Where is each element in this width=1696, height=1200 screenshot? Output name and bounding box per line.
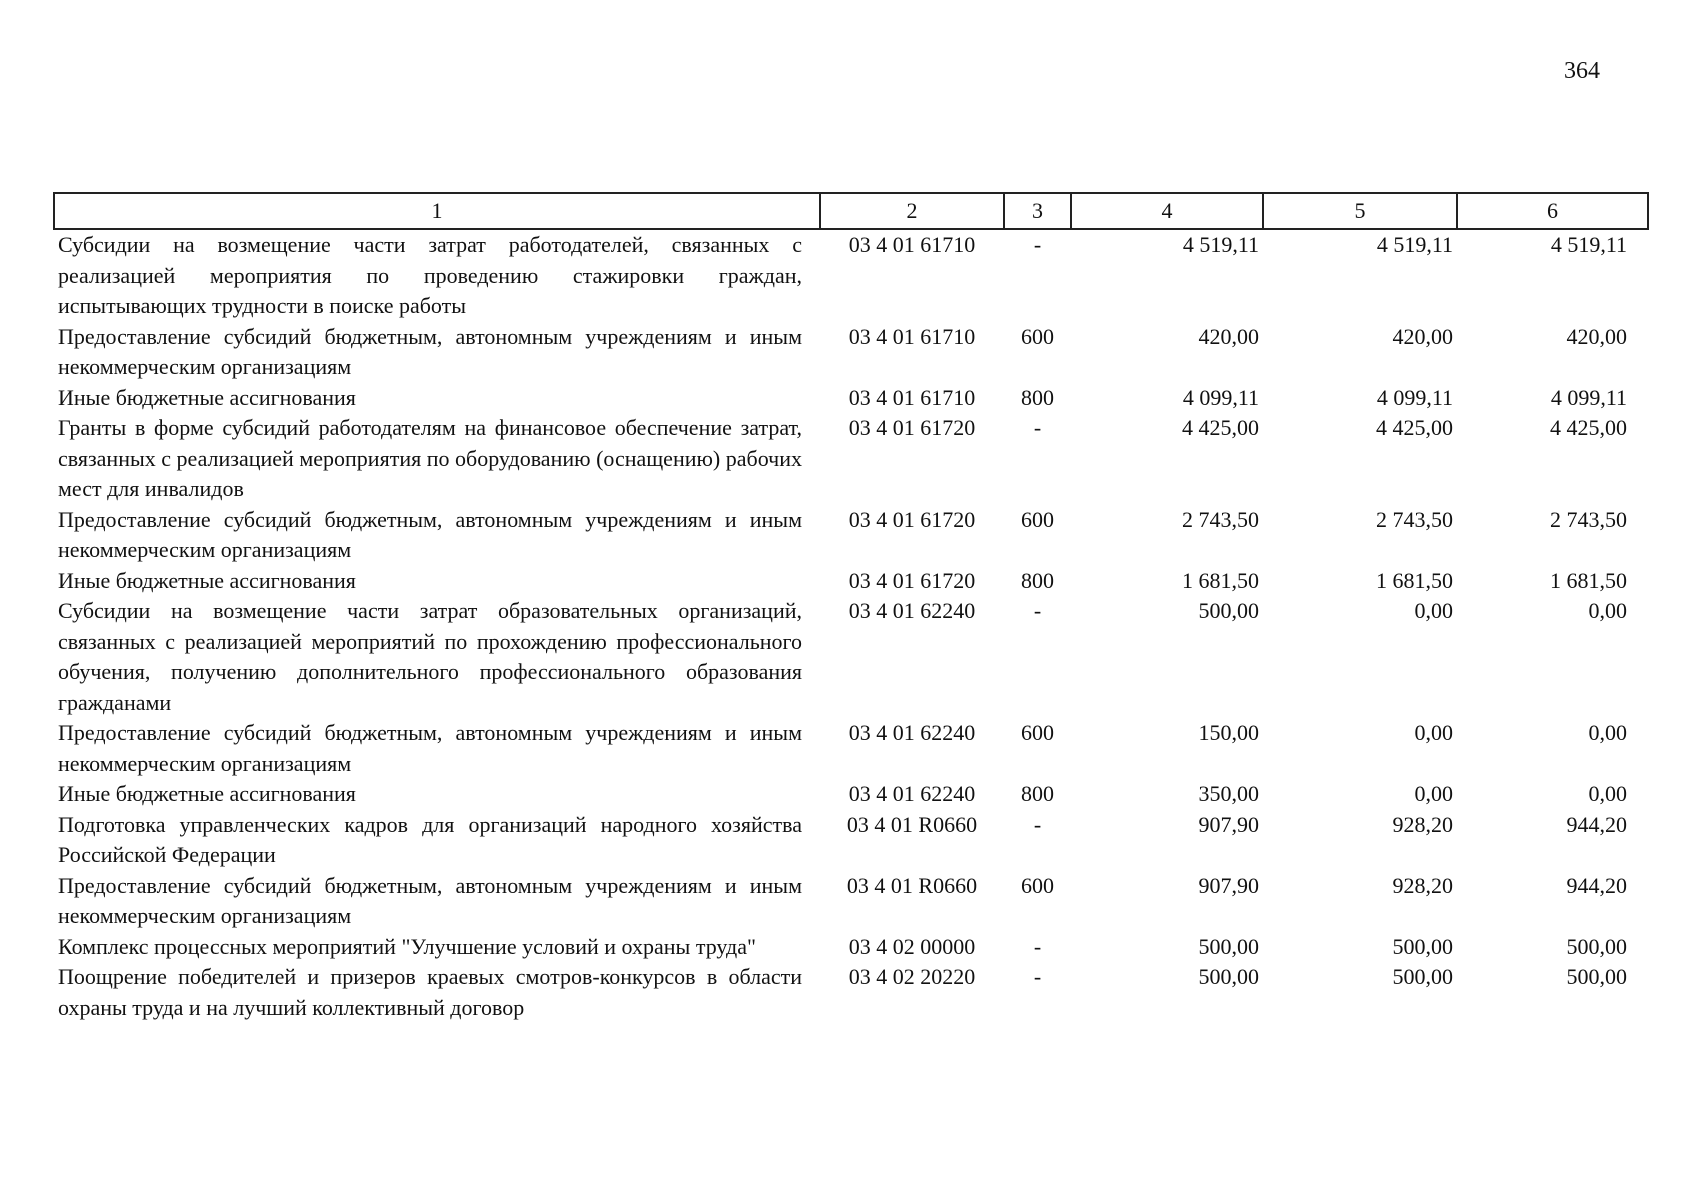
row-value-5: 420,00 <box>1392 323 1453 349</box>
row-code: 03 4 02 20220 <box>848 964 976 989</box>
row-code: 03 4 01 61710 <box>848 323 976 349</box>
row-name: Иные бюджетные ассигнования <box>58 567 356 593</box>
row-expense-type: 600 <box>1021 720 1054 745</box>
row-value-6: 0,00 <box>1588 598 1627 623</box>
row-name: Поощрение победителей и призеров краевых смотров-конкурсов в области охраны труда и на лучший коллективный договор <box>58 964 802 1020</box>
row-value-4: 4 099,11 <box>1182 384 1259 410</box>
row-value-4: 4 519,11 <box>1182 232 1259 257</box>
row-value-4: 350,00 <box>1198 781 1259 806</box>
row-value-6: 4 519,11 <box>1550 232 1627 257</box>
row-value-5: 500,00 <box>1392 964 1453 989</box>
row-code: 03 4 01 61720 <box>848 567 976 593</box>
row-code: 03 4 01 61720 <box>848 415 976 440</box>
column-header-3: 3 <box>1004 193 1071 229</box>
row-expense-type: - <box>1033 933 1042 959</box>
row-value-4: 500,00 <box>1198 933 1259 959</box>
table-row <box>54 322 1648 383</box>
row-value-6: 944,20 <box>1566 872 1627 898</box>
row-value-5: 1 681,50 <box>1376 567 1453 593</box>
table-row <box>54 505 1648 566</box>
table-row <box>54 229 1648 322</box>
row-value-4: 1 681,50 <box>1182 567 1259 593</box>
row-value-6: 500,00 <box>1566 964 1627 989</box>
row-value-5: 2 743,50 <box>1376 506 1453 532</box>
row-value-4: 150,00 <box>1198 720 1259 745</box>
row-code: 03 4 01 62240 <box>848 781 976 806</box>
row-value-4: 500,00 <box>1198 598 1259 623</box>
row-value-4: 500,00 <box>1198 964 1259 989</box>
table-row <box>54 413 1648 505</box>
row-value-6: 0,00 <box>1588 720 1627 745</box>
row-expense-type: 600 <box>1021 323 1054 349</box>
row-name: Предоставление субсидий бюджетным, автономным учреждениям и иным некоммерческим организациям <box>58 872 802 928</box>
row-value-4: 907,90 <box>1198 811 1259 837</box>
row-value-4: 907,90 <box>1198 872 1259 898</box>
table-header <box>54 193 1648 229</box>
row-expense-type: - <box>1033 964 1042 989</box>
table-row <box>54 932 1648 963</box>
row-expense-type: 600 <box>1021 506 1054 532</box>
row-name: Предоставление субсидий бюджетным, автономным учреждениям и иным некоммерческим организациям <box>58 720 802 776</box>
row-value-6: 944,20 <box>1566 811 1627 837</box>
row-value-5: 500,00 <box>1392 933 1453 959</box>
page-number: 364 <box>1564 58 1600 84</box>
table-row <box>54 596 1648 718</box>
column-header-1: 1 <box>54 193 820 229</box>
row-code: 03 4 01 R0660 <box>846 811 978 837</box>
row-value-5: 0,00 <box>1414 598 1453 623</box>
row-name: Иные бюджетные ассигнования <box>58 384 356 410</box>
row-value-6: 0,00 <box>1588 781 1627 806</box>
row-code: 03 4 01 R0660 <box>846 872 978 898</box>
budget-table <box>53 192 1649 1023</box>
row-name: Комплекс процессных мероприятий "Улучшение условий и охраны труда" <box>58 933 756 959</box>
row-expense-type: - <box>1033 811 1042 837</box>
header-row <box>54 193 1648 229</box>
column-header-5: 5 <box>1263 193 1457 229</box>
column-header-4: 4 <box>1071 193 1263 229</box>
row-name: Иные бюджетные ассигнования <box>58 781 356 806</box>
row-code: 03 4 01 62240 <box>848 598 976 623</box>
row-name: Предоставление субсидий бюджетным, автономным учреждениям и иным некоммерческим организациям <box>58 323 802 379</box>
row-expense-type: 800 <box>1021 781 1054 806</box>
row-value-4: 2 743,50 <box>1182 506 1259 532</box>
table-row <box>54 962 1648 1023</box>
table-row <box>54 718 1648 779</box>
column-header-6: 6 <box>1457 193 1648 229</box>
column-header-2: 2 <box>820 193 1004 229</box>
row-name: Предоставление субсидий бюджетным, автономным учреждениям и иным некоммерческим организациям <box>58 506 802 562</box>
row-value-5: 928,20 <box>1392 872 1453 898</box>
row-expense-type: 600 <box>1021 872 1054 898</box>
row-expense-type: - <box>1033 415 1042 440</box>
row-value-4: 420,00 <box>1198 323 1259 349</box>
row-value-5: 0,00 <box>1414 781 1453 806</box>
row-code: 03 4 01 61710 <box>848 232 976 257</box>
table-body <box>54 229 1648 1023</box>
row-value-5: 928,20 <box>1392 811 1453 837</box>
row-name: Подготовка управленческих кадров для организаций народного хозяйства Российской Федерации <box>58 811 802 867</box>
row-value-6: 4 425,00 <box>1550 415 1627 440</box>
table-row <box>54 810 1648 871</box>
row-value-5: 4 425,00 <box>1376 415 1453 440</box>
row-value-6: 500,00 <box>1566 933 1627 959</box>
table-row <box>54 566 1648 597</box>
row-code: 03 4 01 61720 <box>848 506 976 532</box>
row-value-5: 0,00 <box>1414 720 1453 745</box>
row-value-6: 1 681,50 <box>1550 567 1627 593</box>
row-code: 03 4 02 00000 <box>848 933 976 959</box>
row-code: 03 4 01 61710 <box>848 384 976 410</box>
row-value-6: 420,00 <box>1566 323 1627 349</box>
row-value-5: 4 519,11 <box>1376 232 1453 257</box>
row-expense-type: 800 <box>1021 567 1054 593</box>
row-expense-type: - <box>1033 598 1042 623</box>
row-expense-type: - <box>1033 232 1042 257</box>
row-value-6: 4 099,11 <box>1550 384 1627 410</box>
row-value-6: 2 743,50 <box>1550 506 1627 532</box>
table-row <box>54 779 1648 810</box>
row-name: Субсидии на возмещение части затрат работодателей, связанных с реализацией мероприятия по проведению стажировки граждан, испытывающих трудности в поиске работы <box>58 232 802 318</box>
row-value-4: 4 425,00 <box>1182 415 1259 440</box>
row-code: 03 4 01 62240 <box>848 720 976 745</box>
row-name: Гранты в форме субсидий работодателям на финансовое обеспечение затрат, связанных с реализацией мероприятия по оборудованию (оснащению) рабочих мест для инвалидов <box>58 415 802 501</box>
row-name: Субсидии на возмещение части затрат образовательных организаций, связанных с реализацией мероприятий по прохождению профессионального обучения, получению дополнительного профессионального образования гражданами <box>58 598 802 715</box>
table-row <box>54 871 1648 932</box>
row-expense-type: 800 <box>1021 384 1054 410</box>
table-row <box>54 383 1648 414</box>
row-value-5: 4 099,11 <box>1376 384 1453 410</box>
